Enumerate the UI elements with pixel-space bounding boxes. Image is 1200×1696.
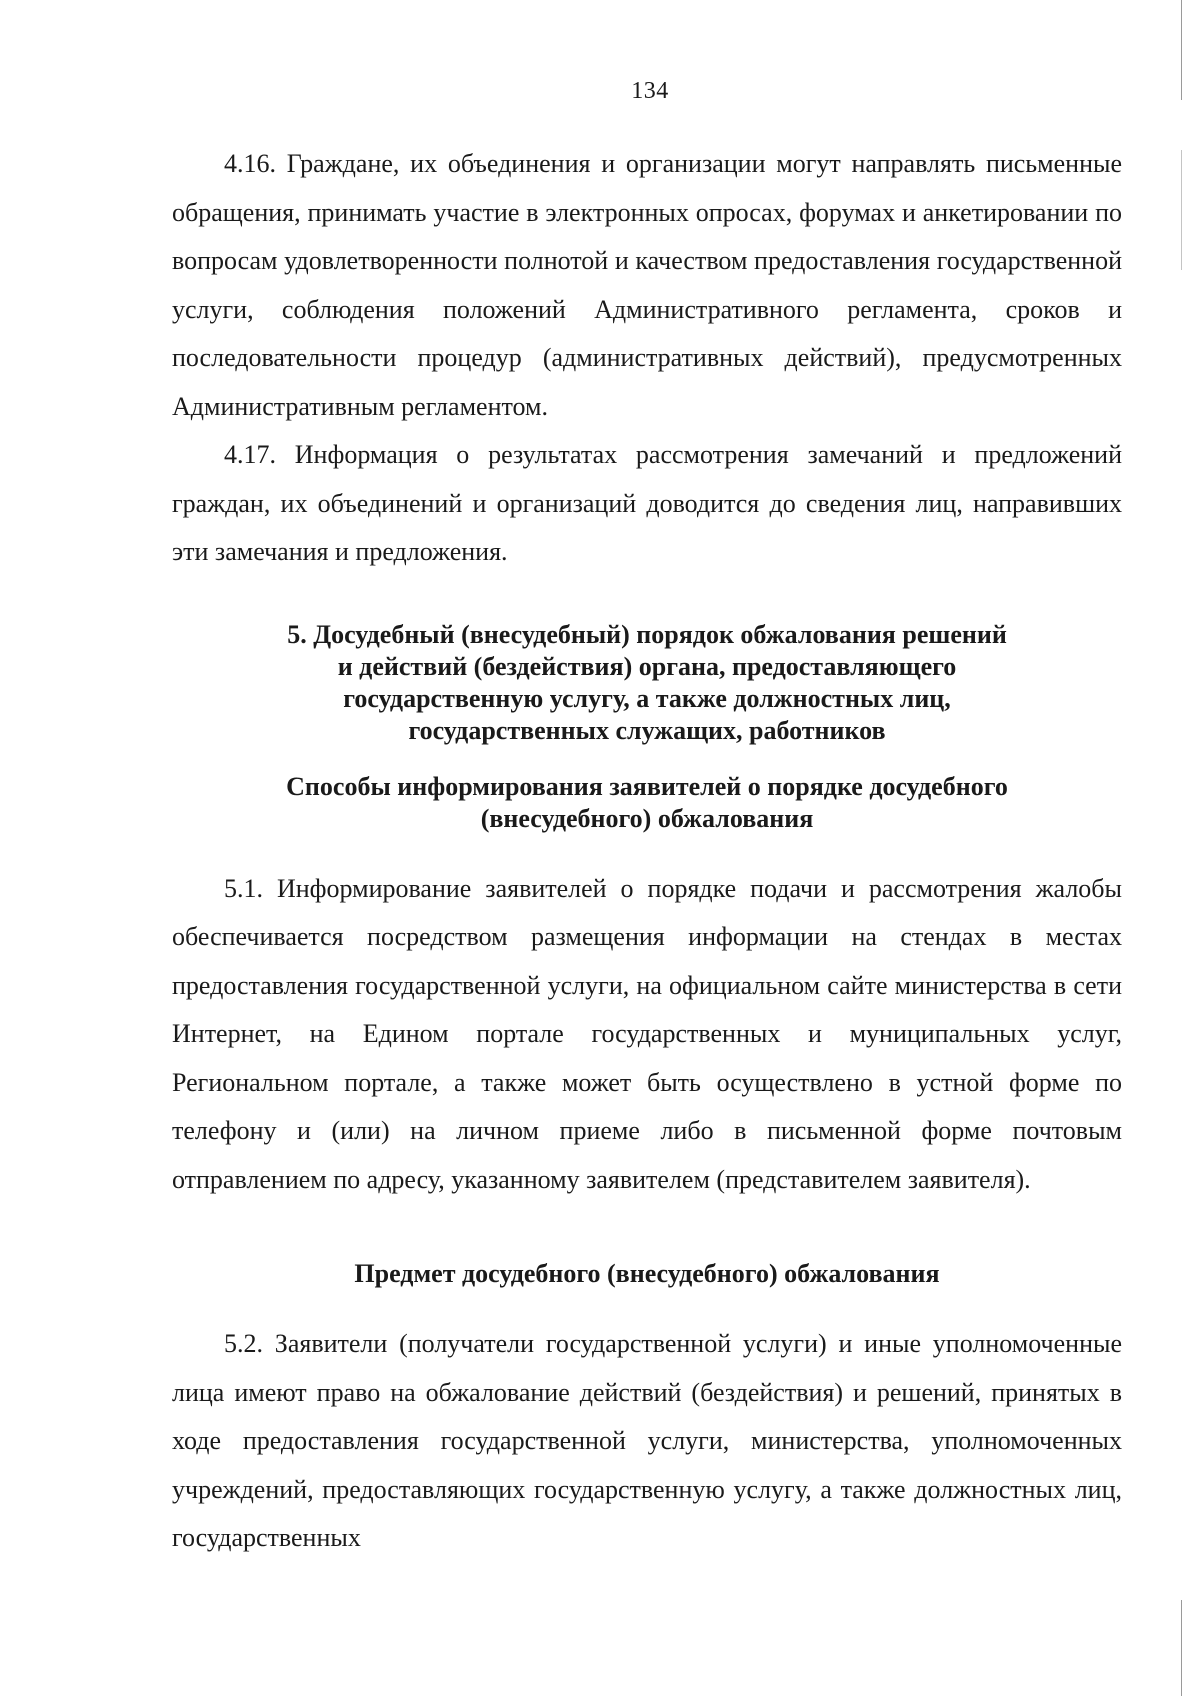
section-5-heading-line: и действий (бездействия) органа, предоставляющего: [337, 651, 957, 681]
page-number: 134: [631, 78, 669, 104]
informing-subheading-line: Способы информирования заявителей о порядке досудебного: [286, 771, 1008, 801]
subject-subheading-line: Предмет досудебного (внесудебного) обжалования: [354, 1259, 940, 1288]
section-5-heading-line: государственных служащих, работников: [408, 715, 886, 745]
paragraph-5-1: 5.1. Информирование заявителей о порядке подачи и рассмотрения жалобы обеспечивается посредством размещения информации на стендах в местах предоставления государственной услуги, на официальном сайте министерства в сети Интернет, на Едином портале государственных и муниципальных услуг, Региональном портале, а также может быть осуществлено в устной форме по телефону и (или) на личном приеме либо в письменной форме почтовым отправлением по адресу, указанному заявителем (представителем заявителя).: [172, 873, 1122, 1194]
paragraph-4-17: 4.17. Информация о результатах рассмотрения замечаний и предложений граждан, их объединений и организаций доводится до сведения лиц, направивших эти замечания и предложения.: [172, 440, 1122, 566]
section-5-heading-line: государственную услугу, а также должностных лиц,: [343, 683, 951, 713]
section-5-heading: [172, 619, 1122, 747]
subject-subheading: [172, 1258, 1122, 1290]
scan-edge-line: [1181, 1600, 1182, 1696]
scan-edge-line: [1181, 150, 1182, 270]
paragraph-4-16: 4.16. Граждане, их объединения и организации могут направлять письменные обращения, принимать участие в электронных опросах, форумах и анкетировании по вопросам удовлетворенности полнотой и качеством предоставления государственной услуги, соблюдения положений Административного регламента, сроков и последовательности процедур (административных действий), предусмотренных Административным регламентом.: [172, 149, 1122, 421]
section-5-heading-line: 5. Досудебный (внесудебный) порядок обжалования решений: [287, 619, 1007, 649]
scan-edge-line: [1181, 0, 1182, 100]
informing-subheading: [172, 771, 1122, 835]
document-body: [172, 140, 1122, 1563]
paragraph-5-2: 5.2. Заявители (получатели государственной услуги) и иные уполномоченные лица имеют право на обжалование действий (бездействия) и решений, принятых в ходе предоставления государственной услуги, министерства, уполномоченных учреждений, предоставляющих государственную услугу, а также должностных лиц, государственных: [172, 1329, 1122, 1552]
informing-subheading-line: (внесудебного) обжалования: [480, 803, 814, 833]
